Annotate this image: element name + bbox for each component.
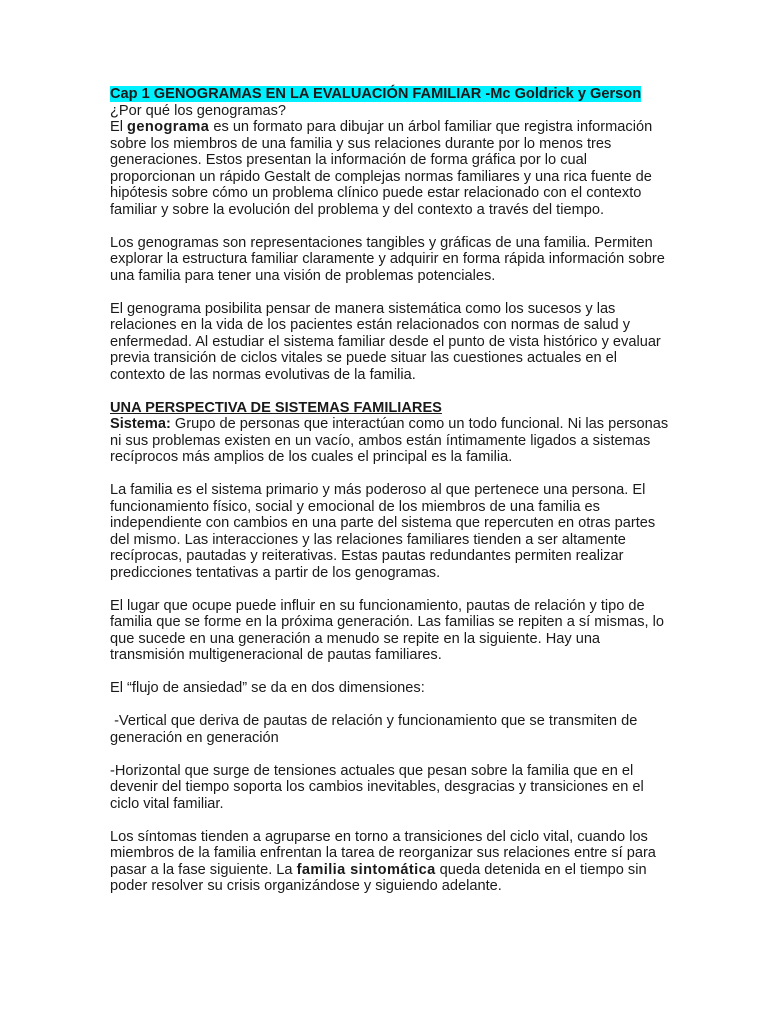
term-familia-sintomatica: familia sintomática (296, 861, 436, 878)
paragraph-posibilita: El genograma posibilita pensar de manera sistemática como los sucesos y las relaciones en la vida de los pacientes están relacionados con normas de salud y enfermedad. Al estudiar el sistema familiar desde el punto de vista histórico y evaluar previa transición de ciclos vitales se puede situar las cuestiones actuales en el contexto de las normas evolutivas de la familia. (110, 300, 661, 383)
paragraph-lead: El (110, 119, 128, 135)
term-genograma: genograma (127, 119, 210, 135)
section-heading: UNA PERSPECTIVA DE SISTEMAS FAMILIARES (110, 399, 442, 416)
term-sistema: Sistema: (110, 416, 171, 432)
paragraph-representaciones: Los genogramas son representaciones tangibles y gráficas de una familia. Permiten explorar la estructura familiar claramente y adquirir en forma rápida información sobre una familia para tener una visión de problemas potenciales. (110, 234, 665, 284)
paragraph-rest: es un formato para dibujar un árbol familiar que registra información sobre los miembros de una familia y sus relaciones durante por lo menos tres generaciones. Estos presentan la información de forma gráfica por lo cual proporcionan un rápido Gestalt de complejas normas familiares y una rica fuente de hipótesis sobre cómo un problema clínico puede estar relacionado con el contexto familiar y sobre la evolución del problema y del contexto a través del tiempo. (110, 119, 653, 218)
paragraph-familia-sistema-primario: La familia es el sistema primario y más poderoso al que pertenece una persona. El funcionamiento físico, social y emocional de los miembros de una familia es independiente con cambios en una parte del sistema que repercuten en otras partes del mismo. Las interacciones y las relaciones familiares tienden a ser altamente recíprocas, pautadas y reiterativas. Estas pautas redundantes permiten realizar predicciones tentativas a partir de los genogramas. (110, 482, 656, 581)
flujo-horizontal: -Horizontal que surge de tensiones actuales que pesan sobre la familia que en el devenir del tiempo soporta los cambios inevitables, desgracias y transiciones en el ciclo vital familiar. (110, 762, 644, 812)
flujo-vertical: -Vertical que deriva de pautas de relación y funcionamiento que se transmiten de generación en generación (110, 713, 642, 746)
document-body (110, 86, 670, 911)
paragraph-rest: Grupo de personas que interactúan como un todo funcional. Ni las personas ni sus problemas existen en un vacío, ambos están íntimamente ligados a sistemas recíprocos más amplios de los cuales el principal es la familia. (110, 416, 669, 465)
flujo-intro: El “flujo de ansiedad” se da en dos dimensiones: (110, 680, 425, 696)
paragraph-genograma-definition (110, 119, 670, 218)
paragraph-rest: queda detenida en el tiempo sin poder resolver su crisis organizándose y siguiendo adelante. (110, 861, 647, 894)
paragraph-sistema-definition (110, 416, 670, 466)
question-line: ¿Por qué los genogramas? (110, 102, 287, 119)
title-highlight: Cap 1 GENOGRAMAS EN LA EVALUACIÓN FAMILIAR -Mc Goldrick y Gerson (110, 86, 642, 102)
paragraph-lead: Los síntomas tienden a agruparse en torno a transiciones del ciclo vital, cuando los miembros de la familia enfrentan la tarea de reorganizar sus relaciones entre sí para pasar a la fase siguiente. La (110, 828, 656, 878)
document-title (110, 86, 670, 103)
paragraph-sintomas (110, 829, 670, 895)
section-sistemas-familiares (110, 400, 670, 466)
intro-block (110, 103, 670, 219)
paragraph-flujo-ansiedad (110, 680, 670, 812)
paragraph-lugar: El lugar que ocupe puede influir en su funcionamiento, pautas de relación y tipo de familia que se forme en la próxima generación. Las familias se repiten a sí mismas, lo que sucede en una generación a menudo se repite en la siguiente. Hay una transmisión multigeneracional de pautas familiares. (110, 597, 664, 663)
